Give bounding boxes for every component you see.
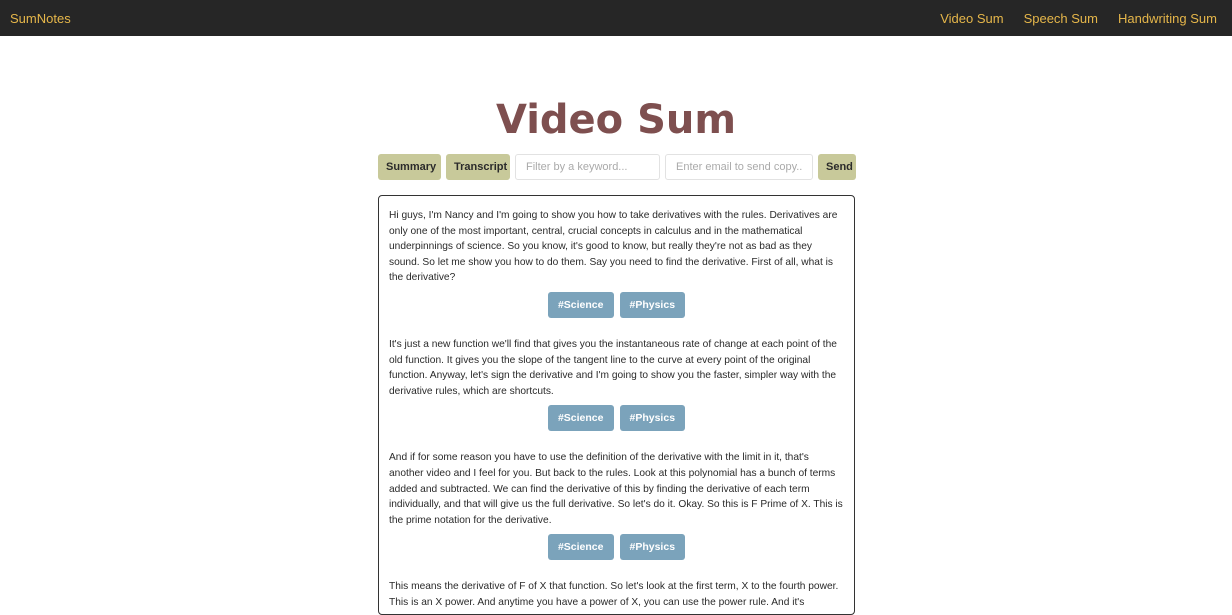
nav-link-speech-sum[interactable]: Speech Sum	[1023, 10, 1098, 26]
tag-science[interactable]: #Science	[548, 292, 614, 318]
tag-science[interactable]: #Science	[548, 405, 614, 431]
nav-links	[940, 11, 1222, 26]
transcript-paragraph: Hi guys, I'm Nancy and I'm going to show you how to take derivatives with the rules. Derivatives are only one of the most important, central, crucial concepts in calculus and in the mathematical underpinnings of science. So you know, it's good to know, but really they're not as bad as they sound. So let me show you how to do them. Say you need to find the derivative. First of all, what is the derivative?	[389, 210, 838, 284]
nav-link-video-sum[interactable]: Video Sum	[940, 10, 1004, 26]
transcript-button[interactable]: Transcript	[446, 154, 510, 180]
top-navbar	[0, 0, 1232, 36]
tag-physics[interactable]: #Physics	[620, 405, 686, 431]
transcript-paragraph: This means the derivative of F of X that function. So let's look at the first term, X to the fourth power. This is an X power. And anytime you have a power of X, you can use the power rule. And it's	[389, 581, 839, 608]
nav-link-handwriting-sum[interactable]: Handwriting Sum	[1118, 10, 1217, 26]
toolbar	[378, 154, 855, 180]
tag-physics[interactable]: #Physics	[620, 292, 686, 318]
summary-button[interactable]: Summary	[378, 154, 441, 180]
tag-group	[389, 292, 844, 318]
transcript-paragraph: It's just a new function we'll find that gives you the instantaneous rate of change at each point of the old function. It gives you the slope of the tangent line to the curve at every point of the original function. Anyway, let's sign the derivative and I'm going to show you the faster, simpler way with the derivative rules, which are shortcuts.	[389, 338, 837, 397]
page-title: Video Sum	[495, 97, 737, 143]
brand-link[interactable]: SumNotes	[10, 10, 71, 26]
tag-physics[interactable]: #Physics	[620, 534, 686, 560]
send-button[interactable]: Send	[818, 154, 856, 180]
tag-science[interactable]: #Science	[548, 534, 614, 560]
tag-group	[389, 405, 844, 431]
transcript-paragraph: And if for some reason you have to use the definition of the derivative with the limit in it, that's another video and I feel for you. But back to the rules. Look at this polynomial has a bunch of terms added and subtracted. We can find the derivative of this by finding the derivative of each term individually, and that will give us the full derivative. So let's do it. Okay. So this is F Prime of X. This is the prime notation for the derivative.	[389, 452, 843, 526]
tag-group	[389, 534, 844, 560]
email-input[interactable]	[665, 154, 813, 180]
keyword-filter-input[interactable]	[515, 154, 660, 180]
transcript-panel[interactable]	[378, 195, 855, 615]
